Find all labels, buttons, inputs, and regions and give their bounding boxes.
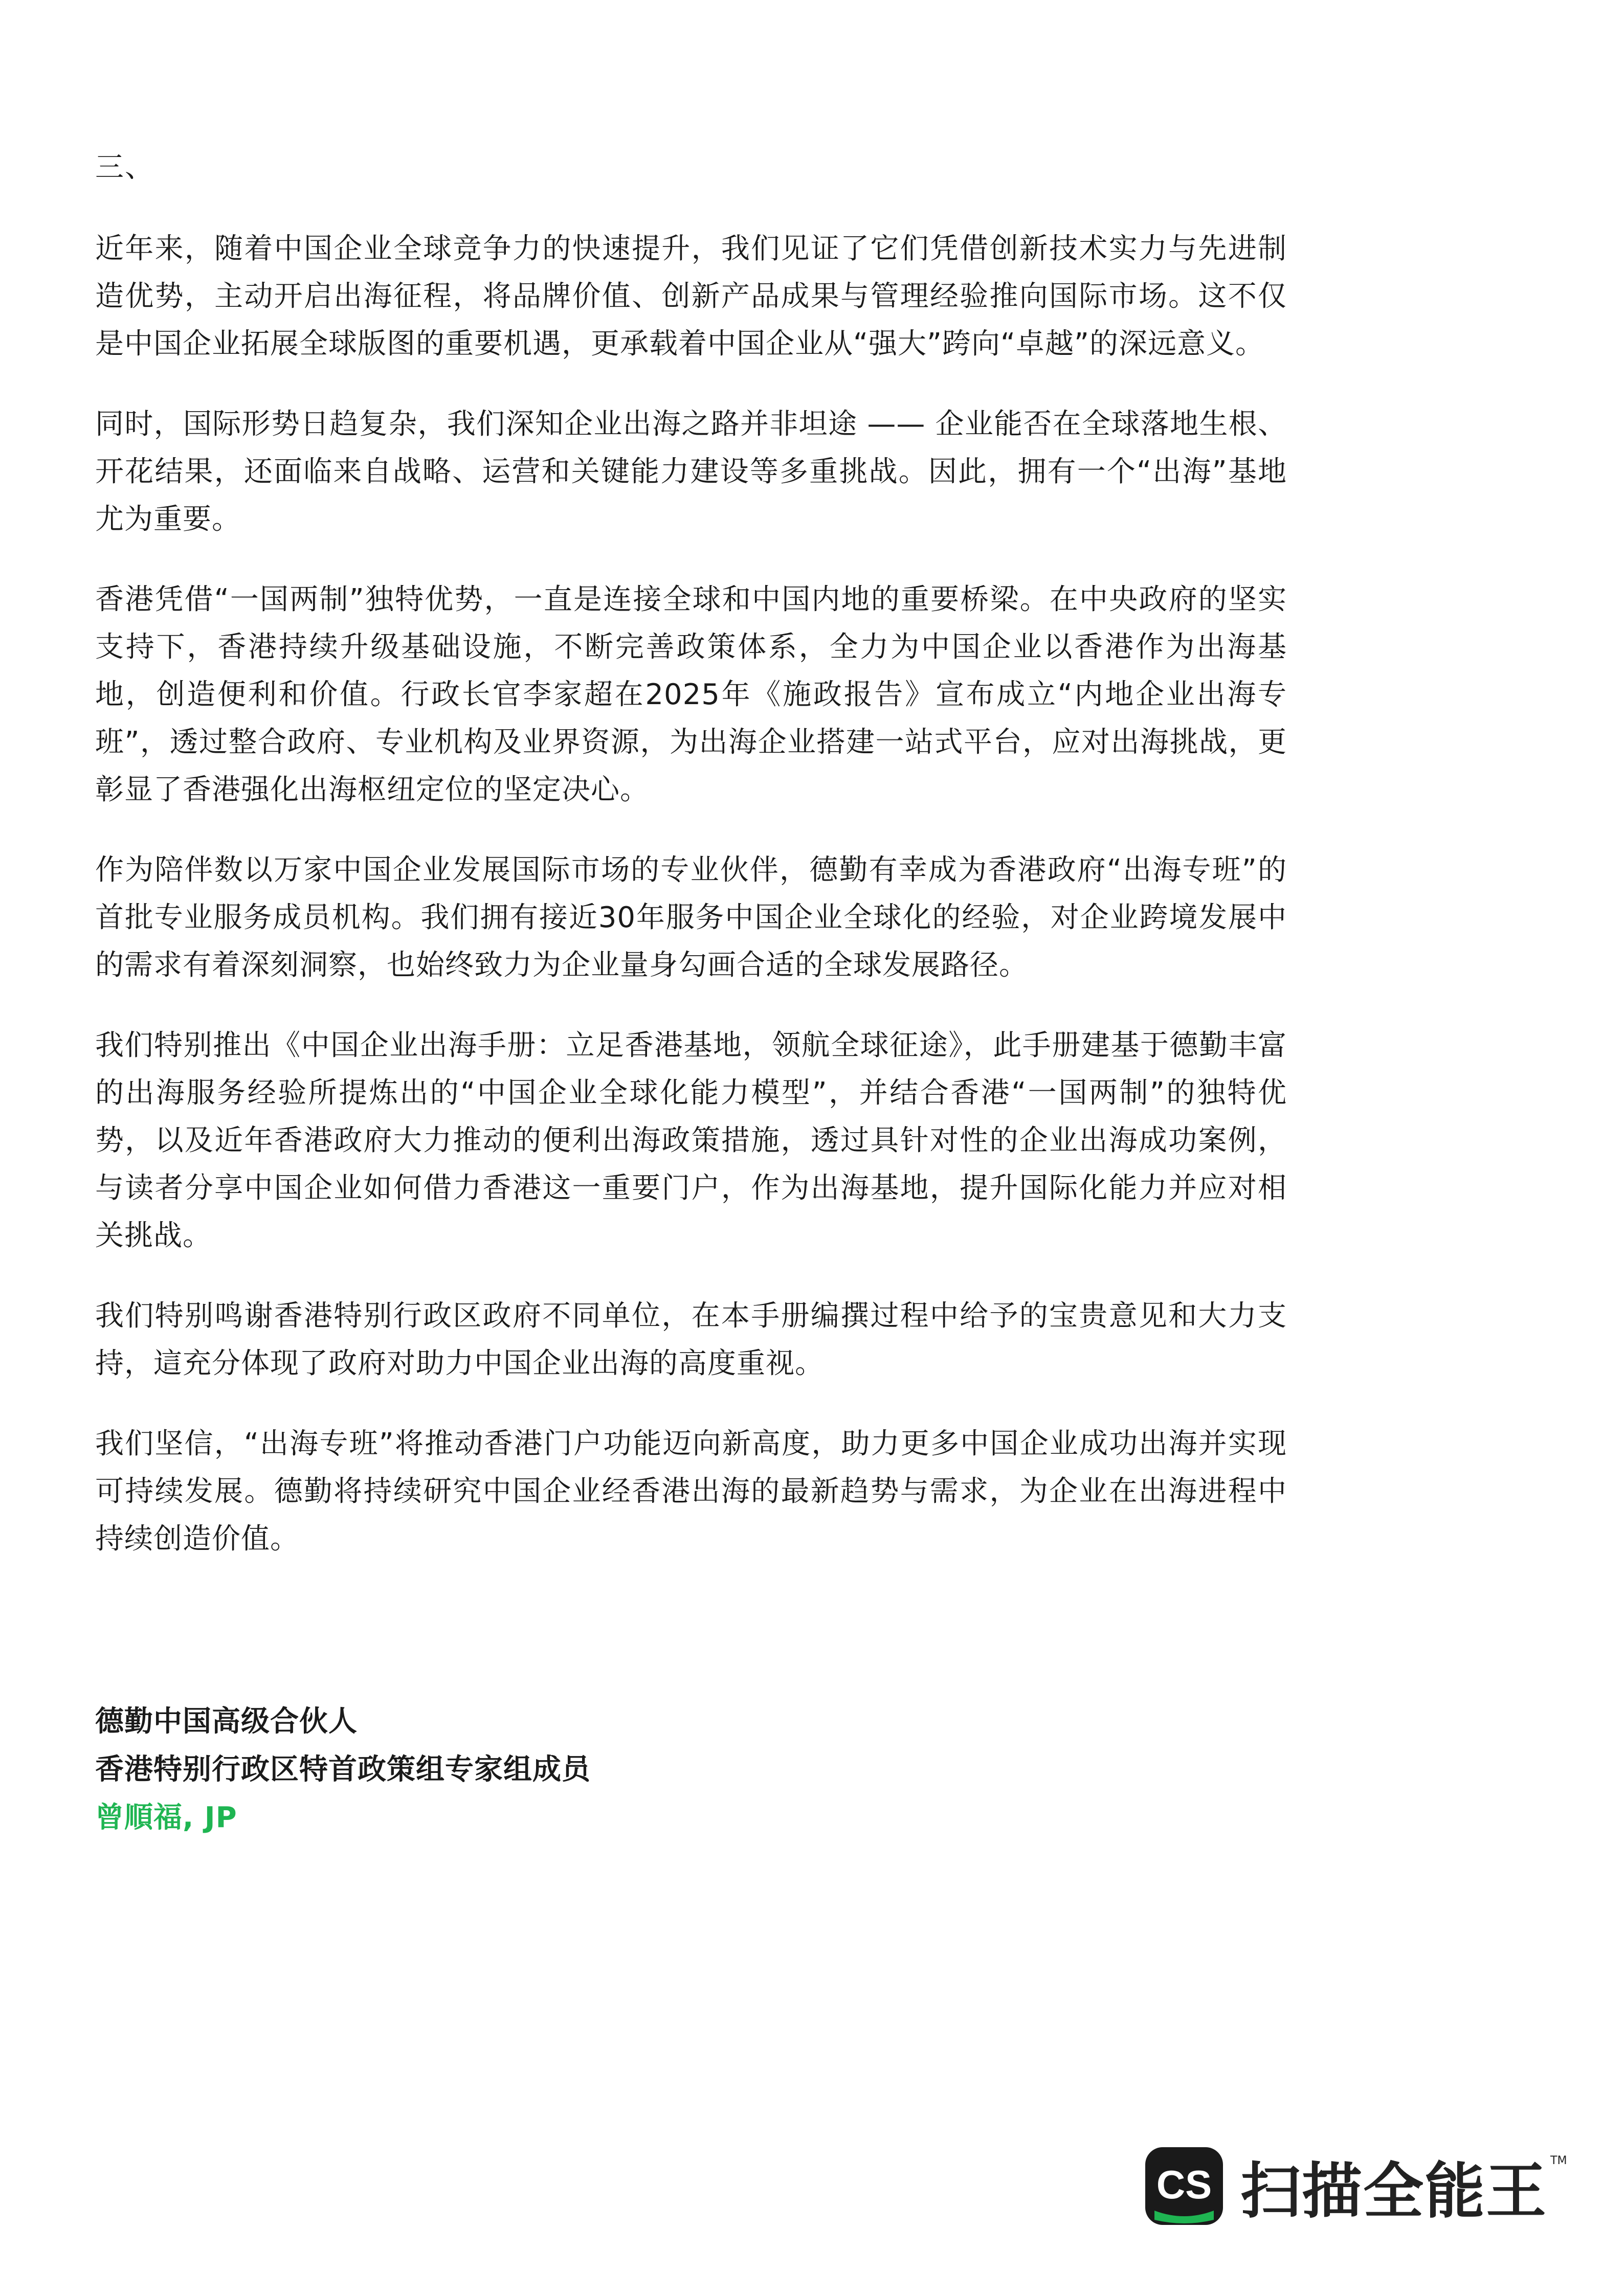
trademark-mark: TM	[1550, 2154, 1567, 2167]
body-text	[95, 225, 1287, 1595]
paragraph: 同时，国际形势日趋复杂，我们深知企业出海之路并非坦途 —— 企业能否在全球落地生根、开花结果，还面临来自战略、运营和关键能力建设等多重挑战。因此，拥有一个“出海”基地尤为重要。	[95, 408, 1287, 536]
logo-text: CS	[1156, 2162, 1212, 2207]
camscanner-watermark	[1143, 2145, 1567, 2227]
watermark-brand: 扫描全能王	[1240, 2156, 1548, 2226]
signature-name: 曾順福, JP	[95, 1801, 237, 1834]
signature-title: 德勤中国高级合伙人	[95, 1705, 358, 1738]
camscanner-logo-icon	[1143, 2145, 1225, 2227]
section-heading: 三、	[95, 151, 154, 184]
signature-block	[95, 1698, 591, 1842]
paragraph: 我们坚信，“出海专班”将推动香港门户功能迈向新高度，助力更多中国企业成功出海并实现可持续发展。德勤将持续研究中国企业经香港出海的最新趋势与需求，为企业在出海进程中持续创造价值。	[95, 1427, 1287, 1556]
signature-title: 香港特别行政区特首政策组专家组成员	[95, 1753, 591, 1786]
paragraph: 我们特别推出《中国企业出海手册：立足香港基地，领航全球征途》，此手册建基于德勤丰富的出海服务经验所提炼出的“中国企业全球化能力模型”，并结合香港“一国两制”的独特优势，以及近年香港政府大力推动的便利出海政策措施，透过具针对性的企业出海成功案例，与读者分享中国企业如何借力香港这一重要门户，作为出海基地，提升国际化能力并应对相关挑战。	[95, 1029, 1287, 1252]
paragraph: 我们特别鸣谢香港特别行政区政府不同单位，在本手册编撰过程中给予的宝贵意见和大力支持，這充分体现了政府对助力中国企业出海的高度重视。	[95, 1299, 1287, 1380]
paragraph: 作为陪伴数以万家中国企业发展国际市场的专业伙伴，德勤有幸成为香港政府“出海专班”的首批专业服务成员机构。我们拥有接近30年服务中国企业全球化的经验，对企业跨境发展中的需求有着深刻洞察，也始终致力为企业量身勾画合适的全球发展路径。	[95, 853, 1287, 982]
paragraph: 近年来，随着中国企业全球竞争力的快速提升，我们见证了它们凭借创新技术实力与先进制造优势，主动开启出海征程，将品牌价值、创新产品成果与管理经验推向国际市场。这不仅是中国企业拓展全球版图的重要机遇，更承载着中国企业从“强大”跨向“卓越”的深远意义。	[95, 232, 1287, 361]
paragraph: 香港凭借“一国两制”独特优势，一直是连接全球和中国内地的重要桥梁。在中央政府的坚实支持下，香港持续升级基础设施，不断完善政策体系，全力为中国企业以香港作为出海基地，创造便利和价值。行政长官李家超在2025年《施政报告》宣布成立“内地企业出海专班”，透过整合政府、专业机构及业界资源，为出海企业搭建一站式平台，应对出海挑战，更彰显了香港强化出海枢纽定位的坚定决心。	[95, 583, 1287, 806]
